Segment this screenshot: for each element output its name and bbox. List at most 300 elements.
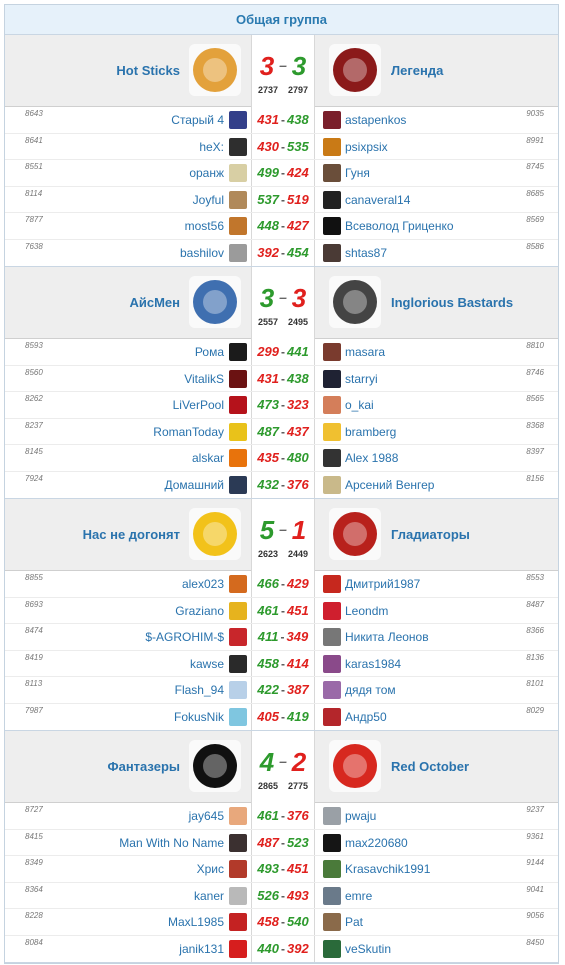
away-player-rating: 8746 xyxy=(526,367,544,377)
away-player-avatar[interactable] xyxy=(323,191,341,209)
away-player-rating: 8553 xyxy=(526,573,544,582)
away-player-points: 437 xyxy=(287,423,309,439)
home-player-name[interactable]: alskar xyxy=(191,451,224,465)
away-team-name[interactable]: Red October xyxy=(391,759,470,774)
away-player-points: 480 xyxy=(287,450,309,465)
player-row xyxy=(5,571,558,598)
away-player-rating: 8368 xyxy=(526,420,544,430)
home-player-name[interactable]: heX: xyxy=(199,139,224,154)
home-player-rating: 7638 xyxy=(25,241,43,251)
away-player-rating: 8029 xyxy=(526,705,544,715)
away-player-rating: 8136 xyxy=(526,652,544,662)
away-player-points: 441 xyxy=(287,344,309,359)
player-row xyxy=(5,187,558,214)
points-separator: - xyxy=(281,424,285,439)
player-rows xyxy=(5,107,558,267)
away-player-avatar[interactable] xyxy=(323,681,341,699)
team-score xyxy=(252,51,314,82)
away-player-name[interactable]: emre xyxy=(345,888,373,903)
home-player-name[interactable]: оранж xyxy=(189,166,224,180)
away-player-avatar[interactable] xyxy=(323,834,341,852)
score-separator: – xyxy=(279,521,287,537)
away-player-points: 414 xyxy=(287,655,309,671)
player-score xyxy=(251,624,315,650)
away-player-avatar[interactable] xyxy=(323,396,341,414)
home-player-name[interactable]: RomanToday xyxy=(153,424,224,439)
away-player-name[interactable]: veSkutin xyxy=(345,941,392,956)
away-player-rating: 8745 xyxy=(526,162,544,171)
points-separator: - xyxy=(281,166,285,180)
away-player-rating: 8569 xyxy=(526,215,544,224)
home-player-name[interactable]: Graziano xyxy=(175,603,224,618)
home-player-name[interactable]: Joyful xyxy=(192,192,224,207)
home-player-rating: 8228 xyxy=(25,911,43,920)
home-player-name[interactable]: Домашний xyxy=(164,477,224,492)
home-player-name[interactable]: kaner xyxy=(193,888,224,903)
player-row xyxy=(5,803,558,830)
home-player-rating: 8415 xyxy=(25,831,43,841)
away-player-name[interactable]: max220680 xyxy=(345,835,408,850)
home-player-points: 487 xyxy=(257,423,279,439)
player-row xyxy=(5,213,558,240)
player-row xyxy=(5,883,558,910)
player-score xyxy=(251,936,315,963)
match-block xyxy=(5,731,558,963)
player-score xyxy=(251,445,315,471)
away-player-rating: 9144 xyxy=(526,858,544,867)
away-player-avatar[interactable] xyxy=(323,244,341,262)
group-panel xyxy=(4,4,559,964)
home-team-name[interactable]: Hot Sticks xyxy=(116,63,180,78)
home-player-avatar[interactable] xyxy=(229,834,247,852)
away-player-rating: 9035 xyxy=(526,109,544,118)
player-row xyxy=(5,445,558,472)
away-total: 2449 xyxy=(287,549,308,559)
home-player-points: 431 xyxy=(257,370,279,386)
away-player-points: 376 xyxy=(287,808,309,823)
away-player-name[interactable]: Alex 1988 xyxy=(345,451,399,465)
away-player-points: 451 xyxy=(287,602,309,618)
away-player-name[interactable]: starryi xyxy=(345,371,378,386)
home-player-avatar[interactable] xyxy=(229,370,247,388)
home-player-name[interactable]: $-AGROHIM-$ xyxy=(145,630,224,644)
player-score xyxy=(251,704,315,731)
away-player-rating: 8685 xyxy=(526,188,544,198)
home-team-name[interactable]: Нас не догонят xyxy=(82,527,180,542)
home-player-rating: 8364 xyxy=(25,884,43,894)
home-player-rating: 8419 xyxy=(25,652,43,662)
home-player-points: 461 xyxy=(257,602,279,618)
player-score xyxy=(251,677,315,703)
match-header xyxy=(5,731,558,803)
away-team-name[interactable]: Гладиаторы xyxy=(391,527,470,542)
home-player-rating: 8262 xyxy=(25,394,43,403)
home-player-avatar[interactable] xyxy=(229,343,247,361)
away-player-points: 454 xyxy=(287,244,309,260)
home-player-points: 405 xyxy=(257,708,279,724)
home-team-name[interactable]: АйсМен xyxy=(129,295,180,310)
dreamers-logo[interactable] xyxy=(187,738,243,794)
away-player-avatar[interactable] xyxy=(323,423,341,441)
match-score xyxy=(251,35,315,107)
away-player-avatar[interactable] xyxy=(323,807,341,825)
player-score xyxy=(251,366,315,392)
away-player-rating: 8450 xyxy=(526,937,544,947)
away-player-points: 323 xyxy=(287,397,309,412)
home-player-rating: 8349 xyxy=(25,858,43,867)
away-player-name[interactable]: psixpsix xyxy=(345,139,388,154)
home-player-avatar[interactable] xyxy=(229,396,247,414)
player-row xyxy=(5,830,558,857)
away-player-points: 392 xyxy=(287,940,309,956)
player-row xyxy=(5,240,558,267)
home-player-avatar[interactable] xyxy=(229,681,247,699)
player-row xyxy=(5,160,558,187)
player-row xyxy=(5,472,558,499)
away-player-avatar[interactable] xyxy=(323,913,341,931)
away-team-name[interactable]: Inglorious Bastards xyxy=(391,295,514,310)
away-player-points: 427 xyxy=(287,218,309,233)
player-row xyxy=(5,366,558,393)
points-separator: - xyxy=(281,371,285,386)
away-player-avatar[interactable] xyxy=(323,138,341,156)
away-player-points: 424 xyxy=(287,165,309,180)
home-player-name[interactable]: most56 xyxy=(184,219,224,233)
home-player-name[interactable]: Рома xyxy=(194,345,224,359)
home-player-name[interactable]: LiVerPool xyxy=(172,398,224,412)
away-player-name[interactable]: o_kai xyxy=(345,398,374,412)
points-separator: - xyxy=(281,809,285,823)
home-player-name[interactable]: janik131 xyxy=(179,941,224,956)
iceman-logo[interactable] xyxy=(187,274,243,330)
points-separator: - xyxy=(281,398,285,412)
away-player-avatar[interactable] xyxy=(323,708,341,726)
player-row xyxy=(5,909,558,936)
home-player-avatar[interactable] xyxy=(229,476,247,494)
points-separator: - xyxy=(281,192,285,207)
away-player-rating: 8487 xyxy=(526,599,544,609)
home-player-avatar[interactable] xyxy=(229,423,247,441)
away-total: 2775 xyxy=(287,781,308,791)
player-row xyxy=(5,107,558,134)
red-october-logo[interactable] xyxy=(327,738,383,794)
points-separator: - xyxy=(281,219,285,233)
home-player-points: 430 xyxy=(257,138,279,154)
player-row xyxy=(5,598,558,625)
player-score xyxy=(251,598,315,624)
away-player-avatar[interactable] xyxy=(323,111,341,129)
home-player-name[interactable]: jay645 xyxy=(188,809,224,823)
team-score xyxy=(252,283,314,314)
home-player-name[interactable]: VitalikS xyxy=(184,371,224,386)
home-player-rating: 7924 xyxy=(25,473,43,483)
away-player-rating: 8810 xyxy=(526,341,544,350)
home-player-avatar[interactable] xyxy=(229,449,247,467)
home-player-points: 448 xyxy=(257,218,279,233)
home-player-avatar[interactable] xyxy=(229,575,247,593)
match-score xyxy=(251,499,315,571)
away-player-rating: 8156 xyxy=(526,473,544,483)
player-row xyxy=(5,704,558,731)
away-player-name[interactable]: Leondm xyxy=(345,603,389,618)
home-player-name[interactable]: Старый 4 xyxy=(171,113,224,127)
home-player-points: 493 xyxy=(257,861,279,876)
home-player-avatar[interactable] xyxy=(229,602,247,620)
home-player-rating: 8727 xyxy=(25,805,43,814)
away-total: 2797 xyxy=(287,85,308,95)
home-player-points: 422 xyxy=(257,682,279,697)
player-score xyxy=(251,472,315,499)
home-player-avatar[interactable] xyxy=(229,708,247,726)
player-row xyxy=(5,419,558,446)
away-player-rating: 8586 xyxy=(526,241,544,251)
points-separator: - xyxy=(281,835,285,850)
player-score xyxy=(251,240,315,267)
player-score xyxy=(251,134,315,160)
player-score xyxy=(251,571,315,597)
home-player-rating: 8693 xyxy=(25,599,43,609)
home-player-rating: 7987 xyxy=(25,705,43,715)
taxi-logo[interactable] xyxy=(187,506,243,562)
match-block xyxy=(5,499,558,731)
home-player-points: 435 xyxy=(257,450,279,465)
away-player-name[interactable]: Никита Леонов xyxy=(345,630,429,644)
home-player-rating: 8145 xyxy=(25,447,43,456)
player-score xyxy=(251,213,315,239)
score-separator: – xyxy=(279,753,287,769)
home-player-avatar[interactable] xyxy=(229,913,247,931)
player-row xyxy=(5,339,558,366)
away-player-points: 523 xyxy=(287,834,309,850)
points-separator: - xyxy=(281,477,285,492)
away-player-name[interactable]: masara xyxy=(345,345,386,359)
home-player-rating: 8560 xyxy=(25,367,43,377)
away-player-points: 419 xyxy=(287,708,309,724)
home-total: 2623 xyxy=(258,549,279,559)
away-player-name[interactable]: Арсений Венгер xyxy=(345,477,435,492)
away-player-name[interactable]: дядя том xyxy=(345,683,396,697)
away-player-avatar[interactable] xyxy=(323,655,341,673)
home-player-avatar[interactable] xyxy=(229,807,247,825)
home-player-avatar[interactable] xyxy=(229,628,247,646)
points-separator: - xyxy=(281,245,285,260)
away-team-name[interactable]: Легенда xyxy=(391,63,444,78)
home-player-points: 466 xyxy=(257,576,279,591)
crest-logo[interactable] xyxy=(327,42,383,98)
home-player-rating: 8855 xyxy=(25,573,43,582)
away-player-name[interactable]: bramberg xyxy=(345,424,397,439)
home-player-rating: 8593 xyxy=(25,341,43,350)
home-player-avatar[interactable] xyxy=(229,138,247,156)
home-player-name[interactable]: Man With No Name xyxy=(119,835,224,850)
away-player-avatar[interactable] xyxy=(323,343,341,361)
home-player-avatar[interactable] xyxy=(229,655,247,673)
points-separator: - xyxy=(281,139,285,154)
home-player-avatar[interactable] xyxy=(229,860,247,878)
home-player-avatar[interactable] xyxy=(229,940,247,958)
away-player-points: 438 xyxy=(287,370,309,386)
hockey-sticks-logo[interactable] xyxy=(187,42,243,98)
home-player-points: 432 xyxy=(257,476,279,492)
away-player-name[interactable]: canaveral14 xyxy=(345,192,411,207)
home-total: 2557 xyxy=(258,317,279,327)
away-player-avatar[interactable] xyxy=(323,860,341,878)
away-score: 3 xyxy=(291,283,307,313)
bastards-logo[interactable] xyxy=(327,274,383,330)
home-player-rating: 8474 xyxy=(25,626,43,635)
home-player-points: 299 xyxy=(257,344,279,359)
player-rows xyxy=(5,339,558,499)
player-score xyxy=(251,803,315,829)
away-player-avatar[interactable] xyxy=(323,476,341,494)
home-player-rating: 8113 xyxy=(25,679,43,688)
match-header xyxy=(5,499,558,571)
away-player-avatar[interactable] xyxy=(323,449,341,467)
player-score xyxy=(251,830,315,856)
away-player-rating: 8101 xyxy=(526,679,544,688)
home-player-name[interactable]: alex023 xyxy=(181,577,224,591)
home-player-points: 458 xyxy=(257,914,279,929)
points-separator: - xyxy=(281,113,285,127)
home-player-rating: 7877 xyxy=(25,215,43,224)
home-player-rating: 8643 xyxy=(25,109,43,118)
home-player-name[interactable]: kawse xyxy=(189,656,224,671)
home-player-name[interactable]: Хрис xyxy=(196,862,224,876)
home-score: 5 xyxy=(259,515,275,545)
away-player-points: 519 xyxy=(287,191,309,207)
player-score xyxy=(251,419,315,445)
points-separator: - xyxy=(281,683,285,697)
away-player-avatar[interactable] xyxy=(323,887,341,905)
points-separator: - xyxy=(281,941,285,956)
away-player-name[interactable]: Всеволод Гриценко xyxy=(345,219,454,233)
gladiator-logo[interactable] xyxy=(327,506,383,562)
player-row xyxy=(5,624,558,651)
player-row xyxy=(5,936,558,963)
player-score xyxy=(251,856,315,882)
player-score xyxy=(251,651,315,677)
points-separator: - xyxy=(280,630,285,644)
away-player-name[interactable]: Гуня xyxy=(345,166,370,180)
home-player-rating: 8084 xyxy=(25,937,43,947)
player-score xyxy=(251,160,315,186)
away-player-rating: 8565 xyxy=(526,394,544,403)
home-team-name[interactable]: Фантазеры xyxy=(107,759,180,774)
away-player-avatar[interactable] xyxy=(323,217,341,235)
home-player-points: 440 xyxy=(257,940,279,956)
player-score xyxy=(251,187,315,213)
home-player-avatar[interactable] xyxy=(229,191,247,209)
home-player-points: 431 xyxy=(257,112,279,127)
home-player-rating: 8641 xyxy=(25,135,43,145)
home-player-name[interactable]: MaxL1985 xyxy=(167,915,224,929)
player-row xyxy=(5,134,558,161)
home-player-avatar[interactable] xyxy=(229,887,247,905)
away-player-avatar[interactable] xyxy=(323,164,341,182)
home-player-points: 487 xyxy=(257,834,279,850)
home-player-points: 499 xyxy=(257,165,279,180)
away-player-avatar[interactable] xyxy=(323,628,341,646)
player-score xyxy=(251,392,315,418)
away-player-name[interactable]: Дмитрий1987 xyxy=(345,577,421,591)
away-player-avatar[interactable] xyxy=(323,602,341,620)
player-row xyxy=(5,392,558,419)
away-player-name[interactable]: Krasavchik1991 xyxy=(345,862,431,876)
away-player-name[interactable]: shtas87 xyxy=(345,245,388,260)
away-player-points: 438 xyxy=(287,112,309,127)
team-score xyxy=(252,747,314,778)
away-player-name[interactable]: pwaju xyxy=(345,809,377,823)
home-player-rating: 8114 xyxy=(25,188,43,198)
player-rows xyxy=(5,803,558,963)
points-separator: - xyxy=(281,577,285,591)
away-player-avatar[interactable] xyxy=(323,575,341,593)
away-score: 3 xyxy=(291,51,307,81)
group-title: Общая группа xyxy=(5,5,558,35)
away-player-name[interactable]: Pat xyxy=(345,915,364,929)
player-score xyxy=(251,107,315,133)
team-score xyxy=(252,515,314,546)
home-player-avatar[interactable] xyxy=(229,111,247,129)
points-separator: - xyxy=(281,656,285,671)
points-separator: - xyxy=(281,888,285,903)
home-player-avatar[interactable] xyxy=(229,164,247,182)
home-player-rating: 8237 xyxy=(25,420,43,430)
home-total: 2865 xyxy=(258,781,279,791)
score-separator: – xyxy=(279,57,287,73)
player-rows xyxy=(5,571,558,731)
match-score xyxy=(251,731,315,803)
match-score xyxy=(251,267,315,339)
away-player-rating: 8397 xyxy=(526,447,544,456)
home-player-points: 537 xyxy=(257,191,279,207)
points-separator: - xyxy=(281,709,285,724)
points-separator: - xyxy=(281,862,285,876)
home-player-points: 473 xyxy=(257,397,279,412)
home-player-avatar[interactable] xyxy=(229,217,247,235)
player-row xyxy=(5,677,558,704)
home-player-name[interactable]: FokusNik xyxy=(173,709,224,724)
away-player-name[interactable]: Андр50 xyxy=(345,709,387,724)
away-player-points: 429 xyxy=(287,576,309,591)
away-player-avatar[interactable] xyxy=(323,940,341,958)
home-player-points: 461 xyxy=(257,808,279,823)
away-total: 2495 xyxy=(287,317,308,327)
away-player-name[interactable]: astapenkos xyxy=(345,113,407,127)
away-player-rating: 8991 xyxy=(526,135,544,145)
away-player-avatar[interactable] xyxy=(323,370,341,388)
away-score: 1 xyxy=(291,515,307,545)
home-score: 3 xyxy=(259,283,275,313)
away-player-points: 387 xyxy=(287,682,309,697)
home-player-points: 526 xyxy=(257,887,279,903)
home-score: 3 xyxy=(259,51,275,81)
match-block xyxy=(5,35,558,267)
away-player-name[interactable]: karas1984 xyxy=(345,656,402,671)
home-total: 2737 xyxy=(258,85,279,95)
home-player-avatar[interactable] xyxy=(229,244,247,262)
home-player-name[interactable]: Flash_94 xyxy=(174,683,224,697)
away-player-rating: 9056 xyxy=(526,911,544,920)
home-player-name[interactable]: bashilov xyxy=(179,245,224,260)
away-player-points: 349 xyxy=(286,629,309,644)
away-player-points: 376 xyxy=(287,476,309,492)
points-separator: - xyxy=(281,603,285,618)
points-separator: - xyxy=(281,915,285,929)
player-score xyxy=(251,909,315,935)
home-player-points: 392 xyxy=(257,244,279,260)
away-player-points: 540 xyxy=(287,914,309,929)
